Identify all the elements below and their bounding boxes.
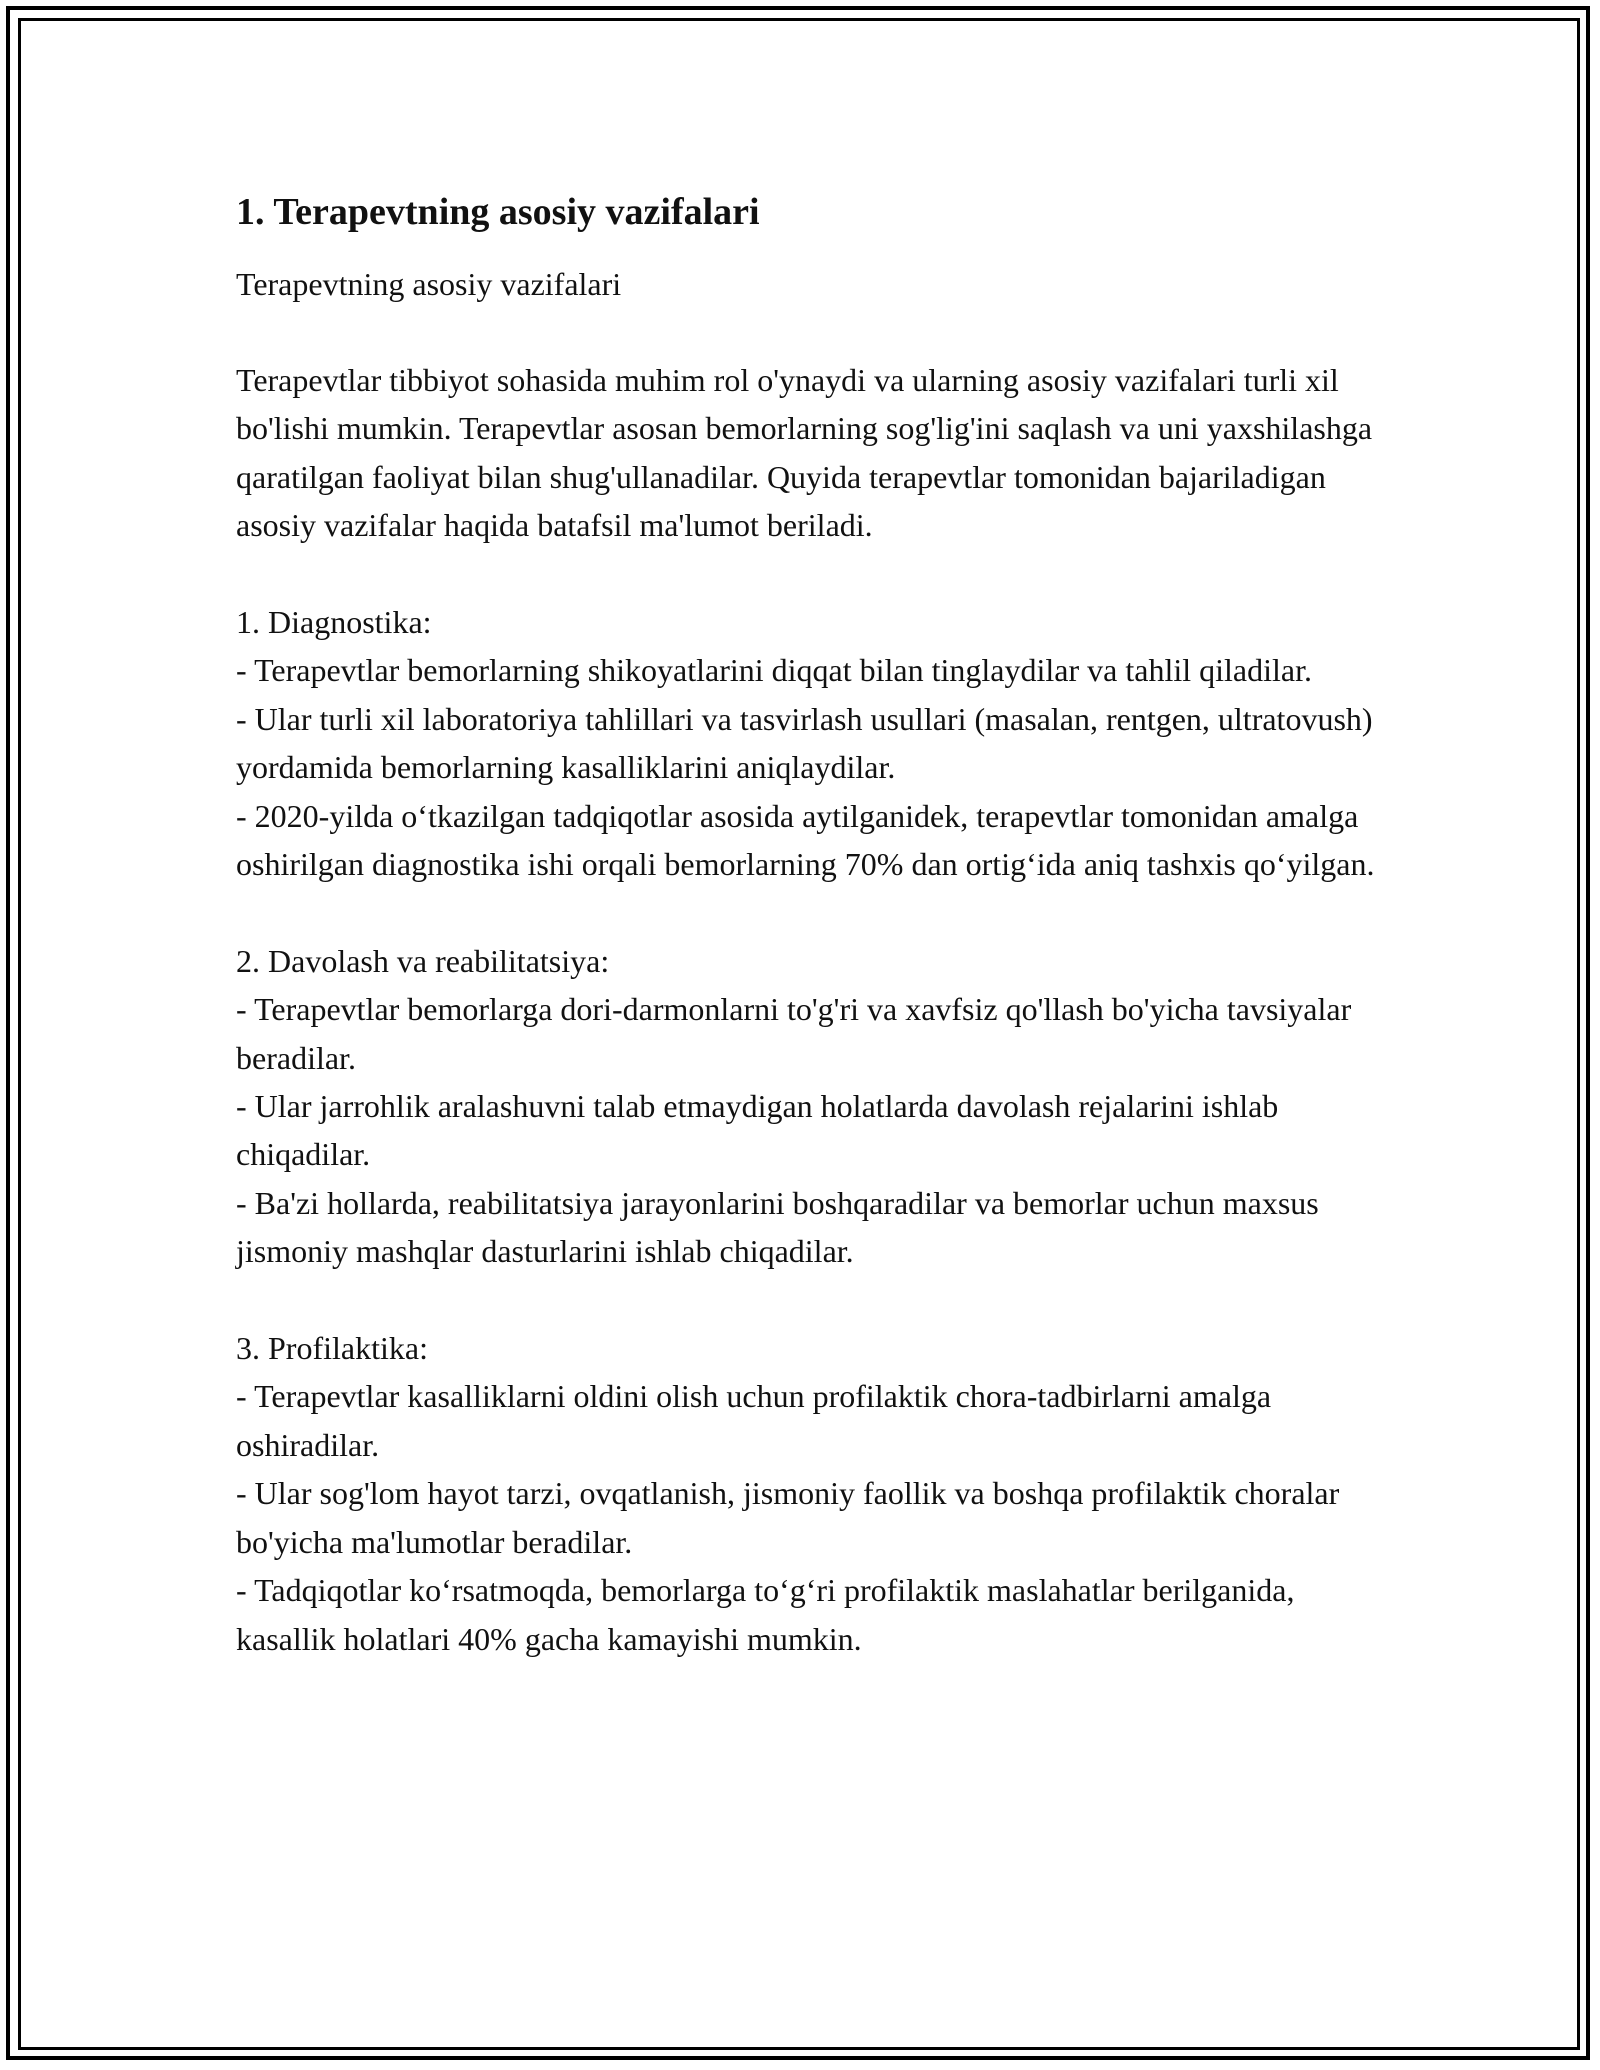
section-davolash bbox=[236, 937, 1376, 1276]
list-item: - 2020-yilda o‘tkazilgan tadqiqotlar asosida aytilganidek, terapevtlar tomonidan amalga oshirilgan diagnostika ishi orqali bemorlarning 70% dan ortig‘ida aniq tashxis qo‘yilgan. bbox=[236, 797, 1375, 883]
subtitle: Terapevtning asosiy vazifalari bbox=[236, 266, 622, 302]
list-item: - Ular jarrohlik aralashuvni talab etmaydigan holatlarda davolash rejalarini ishlab chiqadilar. bbox=[236, 1088, 1279, 1173]
intro-paragraph: Terapevtlar tibbiyot sohasida muhim rol o'ynaydi va ularning asosiy vazifalari turli xil bo'lishi mumkin. Terapevtlar asosan bemorlarning sog'lig'ini saqlash va uni yaxshilashga qaratilgan faoliyat bilan shug'ullanadilar. Quyida terapevtlar tomonidan bajariladigan asosiy vazifalar haqida batafsil ma'lumot beriladi. bbox=[236, 362, 1373, 544]
section-title: 2. Davolash va reabilitatsiya: bbox=[236, 942, 610, 979]
list-item: - Terapevtlar bemorlarning shikoyatlarini diqqat bilan tinglaydilar va tahlil qiladilar. bbox=[236, 652, 1312, 689]
section-diagnostika bbox=[236, 598, 1376, 888]
list-item: - Terapevtlar kasalliklarni oldini olish uchun profilaktik chora-tadbirlarni amalga oshiradilar. bbox=[236, 1378, 1272, 1463]
page-title: 1. Terapevtning asosiy vazifalari bbox=[236, 191, 760, 233]
section-title: 3. Profilaktika: bbox=[236, 1330, 428, 1367]
document-body bbox=[236, 186, 1376, 1711]
list-item: - Ular turli xil laboratoriya tahlillari va tasvirlash usullari (masalan, rentgen, ultratovush) yordamida bemorlarning kasalliklarini aniqlaydilar. bbox=[236, 700, 1373, 786]
list-item: - Terapevtlar bemorlarga dori-darmonlarni to'g'ri va xavfsiz qo'llash bo'yicha tavsiyalar beradilar. bbox=[236, 991, 1352, 1076]
section-profilaktika bbox=[236, 1324, 1376, 1663]
list-item: - Ular sog'lom hayot tarzi, ovqatlanish, jismoniy faollik va boshqa profilaktik choralar bo'yicha ma'lumotlar beradilar. bbox=[236, 1475, 1340, 1560]
section-title: 1. Diagnostika: bbox=[236, 604, 432, 641]
list-item: - Tadqiqotlar ko‘rsatmoqda, bemorlarga to‘g‘ri profilaktik maslahatlar berilganida, kasallik holatlari 40% gacha kamayishi mumkin. bbox=[236, 1572, 1295, 1657]
list-item: - Ba'zi hollarda, reabilitatsiya jarayonlarini boshqaradilar va bemorlar uchun maxsus jismoniy mashqlar dasturlarini ishlab chiqadilar. bbox=[236, 1184, 1319, 1270]
